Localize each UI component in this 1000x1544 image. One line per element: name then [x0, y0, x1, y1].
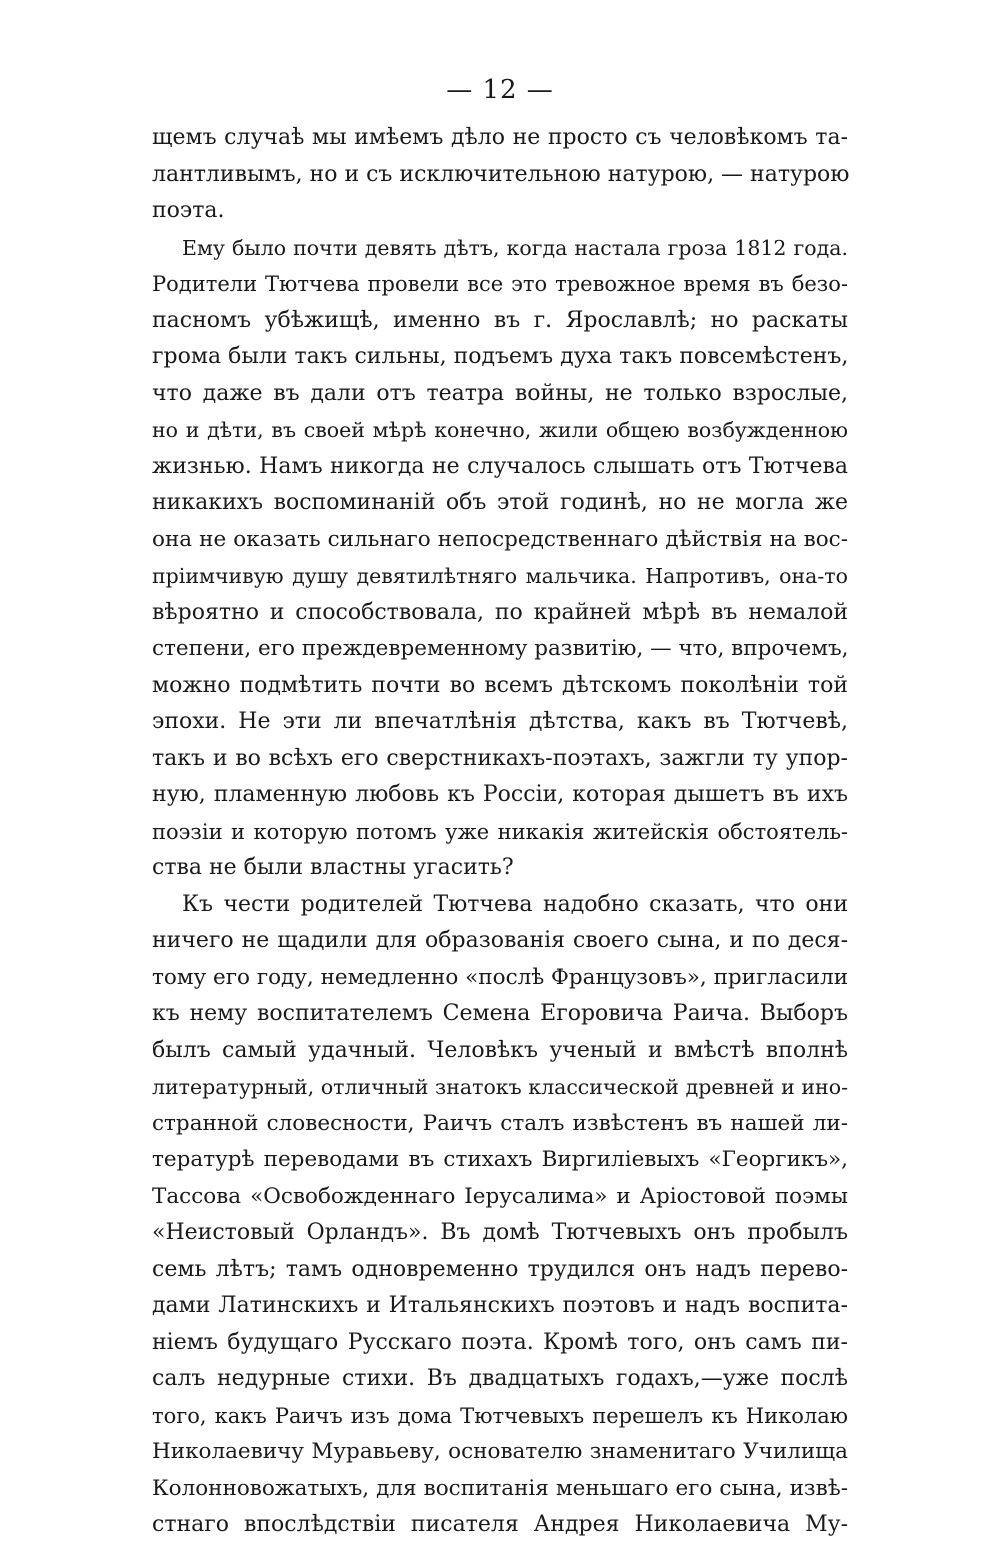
- text-line: къ нему воспитателемъ Семена Егоровича Раича. Выборъ: [152, 1001, 848, 1026]
- text-line: она не оказать сильнаго непосредственнаго дѣйствія на вос-: [152, 526, 848, 552]
- text-line: эпохи. Не эти ли впечатлѣнія дѣтства, какъ въ Тютчевѣ,: [152, 709, 848, 734]
- text-line: можно подмѣтить почти во всемъ дѣтскомъ поколѣніи той: [152, 672, 848, 698]
- text-line: тому его году, немедленно «послѣ Французовъ», пригласили: [152, 964, 849, 990]
- text-line: Николаевичу Муравьеву, основателю знаменитаго Училища: [152, 1439, 848, 1464]
- text-line: странной словесности, Раичъ сталъ извѣстенъ въ нашей ли-: [152, 1110, 848, 1136]
- text-line: Родители Тютчева провели все это тревожное время въ безо-: [152, 272, 848, 296]
- text-line: щемъ случаѣ мы имѣемъ дѣло не просто съ человѣкомъ та-: [152, 125, 848, 150]
- text-line: грома были такъ сильны, подъемъ духа такъ повсемѣстенъ,: [152, 344, 849, 369]
- text-line: ничего не щадили для образованія своего сына, и по деся-: [152, 928, 848, 953]
- text-line: тературѣ переводами въ стихахъ Виргиліевыхъ «Георгикъ»,: [152, 1147, 848, 1172]
- text-line: стнаго впослѣдствіи писателя Андрея Николаевича Му-: [152, 1512, 848, 1537]
- text-line: того, какъ Раичъ изъ дома Тютчевыхъ перешелъ къ Николаю: [152, 1403, 848, 1428]
- text-line: такъ и во всѣхъ его сверстникахъ-поэтахъ, зажгли ту упор-: [152, 745, 848, 771]
- text-line: степени, его преждевременному развитію, — что, впрочемъ,: [152, 636, 849, 661]
- text-line: жизнью. Намъ никогда не случалось слышать отъ Тютчева: [152, 453, 848, 479]
- text-line: Колонновожатыхъ, для воспитанія меньшаго его сына, извѣ-: [152, 1475, 848, 1501]
- text-line: пасномъ убѣжищѣ, именно въ г. Ярославлѣ; но раскаты: [152, 307, 848, 333]
- text-line: салъ недурные стихи. Въ двадцатыхъ годахъ,—уже послѣ: [152, 1366, 848, 1391]
- page-number: — 12 —: [446, 75, 554, 105]
- text-line: ніемъ будущаго Русскаго поэта. Кромѣ того, онъ самъ пи-: [152, 1329, 848, 1355]
- text-line: что даже въ дали отъ театра войны, не только взрослые,: [152, 380, 848, 406]
- text-line: пріимчивую душу девятилѣтняго мальчика. Напротивъ, она-то: [152, 564, 848, 588]
- text-line: Къ чести родителей Тютчева надобно сказать, что они: [182, 891, 848, 917]
- text-line: поэзіи и которую потомъ уже никакія житейскія обстоятель-: [152, 819, 848, 844]
- text-line: литературный, отличный знатокъ классической древней и ино-: [152, 1075, 848, 1099]
- text-line: поэта.: [152, 198, 225, 223]
- text-line: Ему было почти девять дѣтъ, когда настала гроза 1812 года.: [182, 235, 848, 260]
- text-line: никакихъ воспоминаній объ этой годинѣ, но не могла же: [152, 490, 848, 515]
- text-line: лантливымъ, но и съ исключительною натурою, — натурою: [152, 161, 850, 187]
- text-line: но и дѣти, въ своей мѣрѣ конечно, жили общею возбужденною: [152, 418, 848, 442]
- text-line: былъ самый удачный. Человѣкъ ученый и вмѣстѣ вполнѣ: [152, 1037, 848, 1063]
- text-line: семь лѣтъ; тамъ одновременно трудился онъ надъ перево-: [152, 1256, 848, 1282]
- text-line: ства не были властны угасить?: [152, 855, 514, 880]
- text-line: дами Латинскихъ и Итальянскихъ поэтовъ и надъ воспита-: [152, 1293, 848, 1318]
- text-line: «Неистовый Орландъ». Въ домѣ Тютчевыхъ онъ пробылъ: [152, 1220, 848, 1245]
- body-text: [152, 120, 848, 1544]
- text-line: вѣроятно и способствовала, по крайней мѣрѣ въ немалой: [152, 599, 848, 625]
- text-line: ную, пламенную любовь къ Россіи, которая дышетъ въ ихъ: [152, 782, 848, 807]
- text-line: Тассова «Освобожденнаго Іерусалима» и Аріостовой поэмы: [152, 1183, 848, 1209]
